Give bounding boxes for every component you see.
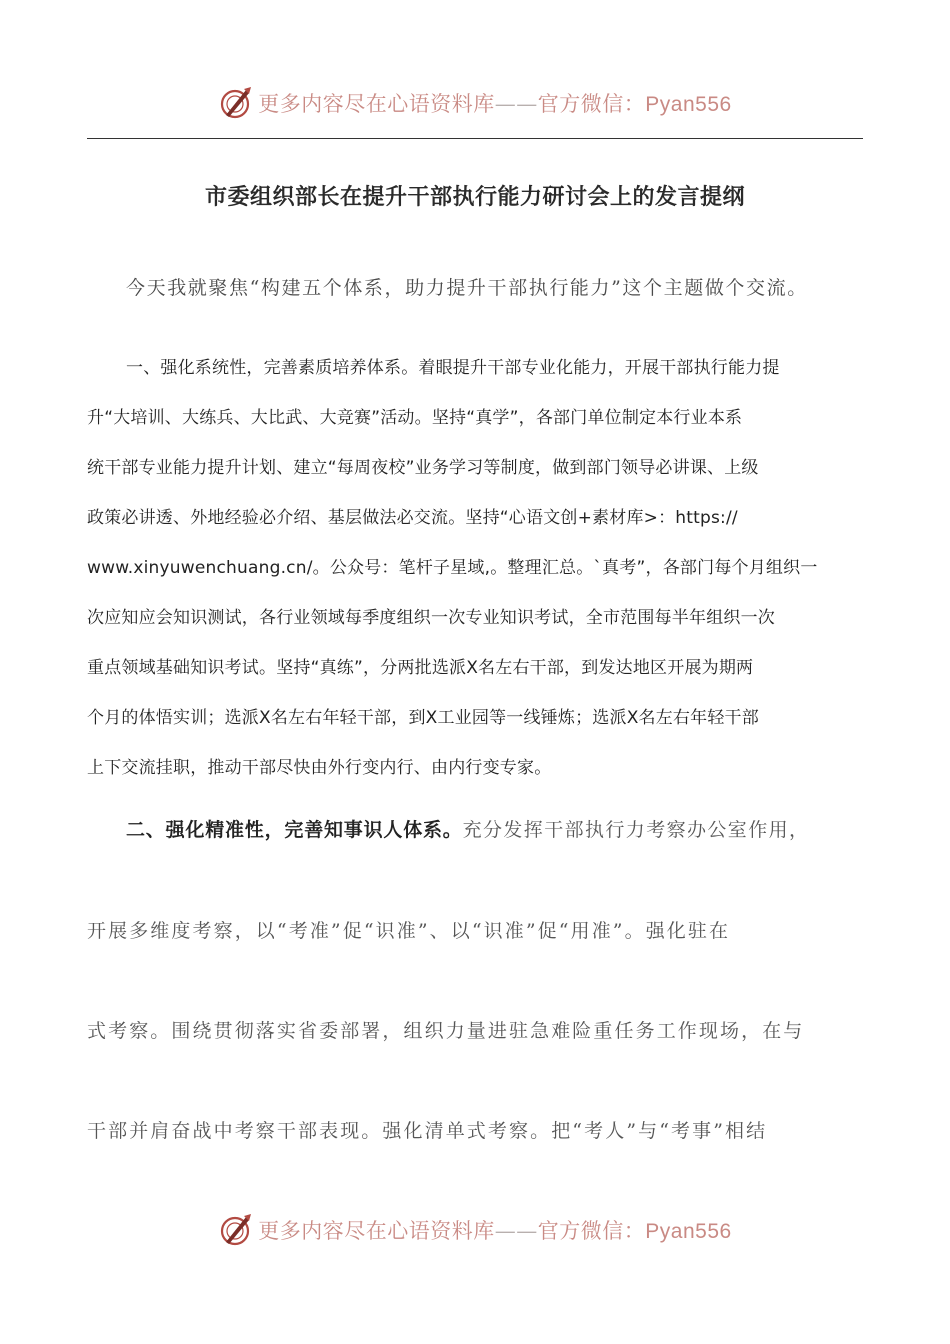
banner-text: 更多内容尽在心语资料库——官方微信：Pyan556	[258, 92, 732, 116]
wechat-id: Pyan556	[645, 1220, 732, 1243]
section-1-line: 次应知应会知识测试，各行业领域每季度组织一次专业知识考试，全市范围每半年组织一次	[87, 608, 775, 628]
section-1-line: 重点领域基础知识考试。坚持“真练”，分两批选派X名左右干部，到发达地区开展为期两	[87, 658, 754, 678]
section-2-line: 干部并肩奋战中考察干部表现。强化清单式考察。把“考人”与“考事”相结	[87, 1120, 768, 1142]
section-1-line: 个月的体悟实训；选派X名左右年轻干部，到X工业园等一线锤炼；选派X名左右年轻干部	[87, 708, 759, 728]
header-banner	[0, 83, 950, 123]
section-2-lead: 充分发挥干部执行力考察办公室作用，	[462, 819, 810, 841]
section-1-line: 上下交流挂职，推动干部尽快由外行变内行、由内行变专家。	[87, 758, 552, 778]
pen-logo-icon	[218, 85, 254, 121]
section-2-title: 二、强化精准性，完善知事识人体系。	[126, 819, 463, 841]
wechat-id: Pyan556	[645, 93, 732, 116]
section-1-line: 升“大培训、大练兵、大比武、大竞赛”活动。坚持“真学”，各部门单位制定本行业本系	[87, 408, 743, 428]
section-1-line: 统干部专业能力提升计划、建立“每周夜校”业务学习等制度，做到部门领导必讲课、上级	[87, 458, 759, 478]
section-1-line: 政策必讲透、外地经验必介绍、基层做法必交流。坚持“心语文创+素材库>：https://	[87, 508, 738, 528]
header-divider	[87, 138, 863, 139]
section-2-line: 开展多维度考察，以“考准”促“识准”、以“识准”促“用准”。强化驻在	[87, 920, 731, 942]
section-1-paragraph	[87, 343, 863, 793]
document-title: 市委组织部长在提升干部执行能力研讨会上的发言提纲	[204, 185, 745, 210]
section-2-line: 式考察。围绕贯彻落实省委部署，组织力量进驻急难险重任务工作现场，在与	[87, 1020, 805, 1042]
footer-banner	[0, 1210, 950, 1250]
intro-paragraph: 今天我就聚焦“构建五个体系，助力提升干部执行能力”这个主题做个交流。	[126, 277, 808, 299]
section-2-heading	[126, 815, 886, 842]
section-1-line: www.xinyuwenchuang.cn/。公众号：笔杆子星域,。整理汇总。`真考”，各部门每个月组织一	[87, 558, 818, 578]
banner-text: 更多内容尽在心语资料库——官方微信：Pyan556	[258, 1219, 732, 1243]
section-1-line: 一、强化系统性，完善素质培养体系。着眼提升干部专业化能力，开展干部执行能力提	[126, 358, 780, 378]
pen-logo-icon	[218, 1212, 254, 1248]
